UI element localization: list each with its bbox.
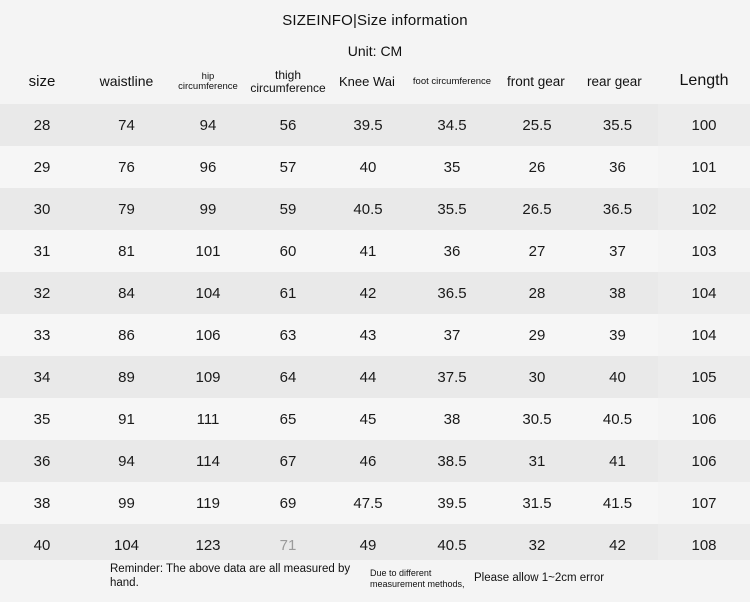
unit-label: Unit: CM [347,43,403,59]
table-cell: 108 [658,524,750,566]
table-cell: 26 [497,146,577,188]
table-cell: 32 [497,524,577,566]
table-cell: 30 [0,188,84,230]
table-cell: 107 [658,482,750,524]
table-cell: 123 [169,524,247,566]
table-cell: 36 [577,146,658,188]
footer-reminder: Reminder: The above data are all measured by hand. [110,563,351,590]
table-cell: 31.5 [497,482,577,524]
table-cell: 39.5 [407,482,497,524]
footer-note: Due to different measurement methods, [370,568,465,589]
table-cell: 64 [247,356,329,398]
footer [0,560,750,602]
table-cell: 47.5 [329,482,407,524]
page-title: SIZEINFO|Size information [282,12,468,29]
table-cell: 101 [658,146,750,188]
table-cell: 91 [84,398,169,440]
table-row [0,188,750,230]
column-header-hip-circumference: hip circumference [169,65,247,104]
table-cell: 69 [247,482,329,524]
footer-tolerance: Please allow 1~2cm error [474,572,605,584]
table-cell: 41 [329,230,407,272]
table-row [0,146,750,188]
table-cell: 105 [658,356,750,398]
table-cell: 99 [84,482,169,524]
table-row [0,314,750,356]
table-cell: 79 [84,188,169,230]
table-cell: 103 [658,230,750,272]
table-cell: 94 [169,104,247,146]
table-cell: 36.5 [577,188,658,230]
table-cell: 89 [84,356,169,398]
table-cell: 81 [84,230,169,272]
table-cell: 38 [577,272,658,314]
table-cell: 35 [407,146,497,188]
table-cell: 25.5 [497,104,577,146]
table-row [0,356,750,398]
table-cell: 37 [577,230,658,272]
table-cell: 101 [169,230,247,272]
table-cell: 33 [0,314,84,356]
table-cell: 106 [658,440,750,482]
table-cell: 96 [169,146,247,188]
column-header-front-gear: front gear [497,65,577,104]
table-cell: 35 [0,398,84,440]
column-header-waistline: waistline [84,65,169,104]
column-header-length: Length [658,65,750,104]
table-cell: 60 [247,230,329,272]
table-cell: 27 [497,230,577,272]
table-cell: 29 [497,314,577,356]
table-cell: 102 [658,188,750,230]
table-cell: 65 [247,398,329,440]
table-cell: 30 [497,356,577,398]
table-cell: 28 [0,104,84,146]
table-cell: 29 [0,146,84,188]
table-cell: 59 [247,188,329,230]
table-cell: 63 [247,314,329,356]
size-table [0,65,750,566]
column-header-knee-wai: Knee Wai [329,65,407,104]
table-cell: 38 [407,398,497,440]
table-cell: 44 [329,356,407,398]
table-cell: 38 [0,482,84,524]
table-cell: 39.5 [329,104,407,146]
table-cell: 37.5 [407,356,497,398]
table-cell: 86 [84,314,169,356]
table-cell: 61 [247,272,329,314]
table-cell: 36 [0,440,84,482]
column-header-thigh-circumference: thigh circumference [247,65,329,104]
table-cell: 104 [658,314,750,356]
table-cell: 94 [84,440,169,482]
table-row [0,482,750,524]
table-cell: 84 [84,272,169,314]
table-cell: 119 [169,482,247,524]
table-cell: 57 [247,146,329,188]
table-row [0,272,750,314]
table-cell: 38.5 [407,440,497,482]
table-cell: 67 [247,440,329,482]
table-cell: 104 [169,272,247,314]
table-cell: 36.5 [407,272,497,314]
table-cell: 34 [0,356,84,398]
table-cell: 40 [577,356,658,398]
table-row [0,440,750,482]
table-cell: 40.5 [407,524,497,566]
table-cell: 39 [577,314,658,356]
table-cell: 49 [329,524,407,566]
table-cell: 30.5 [497,398,577,440]
table-cell: 40 [329,146,407,188]
table-cell: 31 [497,440,577,482]
table-cell: 45 [329,398,407,440]
table-cell: 35.5 [577,104,658,146]
table-cell: 109 [169,356,247,398]
table-cell: 35.5 [407,188,497,230]
table-cell: 26.5 [497,188,577,230]
table-cell: 114 [169,440,247,482]
table-cell: 43 [329,314,407,356]
table-cell: 40.5 [577,398,658,440]
table-cell: 41 [577,440,658,482]
table-cell: 42 [329,272,407,314]
table-cell: 100 [658,104,750,146]
table-cell: 46 [329,440,407,482]
column-header-size: size [0,65,84,104]
table-cell: 34.5 [407,104,497,146]
table-cell: 76 [84,146,169,188]
table-cell: 104 [84,524,169,566]
table-body [0,104,750,566]
column-header-foot-circumference: foot circumference [407,65,497,104]
table-cell: 74 [84,104,169,146]
table-row [0,104,750,146]
table-header [0,65,750,104]
table-cell: 71 [247,524,329,566]
table-row [0,230,750,272]
table-cell: 106 [658,398,750,440]
table-cell: 104 [658,272,750,314]
table-row [0,398,750,440]
table-cell: 28 [497,272,577,314]
table-cell: 32 [0,272,84,314]
table-cell: 99 [169,188,247,230]
table-cell: 31 [0,230,84,272]
table-cell: 36 [407,230,497,272]
table-cell: 37 [407,314,497,356]
column-header-rear-gear: rear gear [577,65,658,104]
table-cell: 56 [247,104,329,146]
table-cell: 41.5 [577,482,658,524]
table-cell: 106 [169,314,247,356]
header-row [0,65,750,104]
table-cell: 111 [169,398,247,440]
table-cell: 42 [577,524,658,566]
table-cell: 40.5 [329,188,407,230]
table-cell: 40 [0,524,84,566]
